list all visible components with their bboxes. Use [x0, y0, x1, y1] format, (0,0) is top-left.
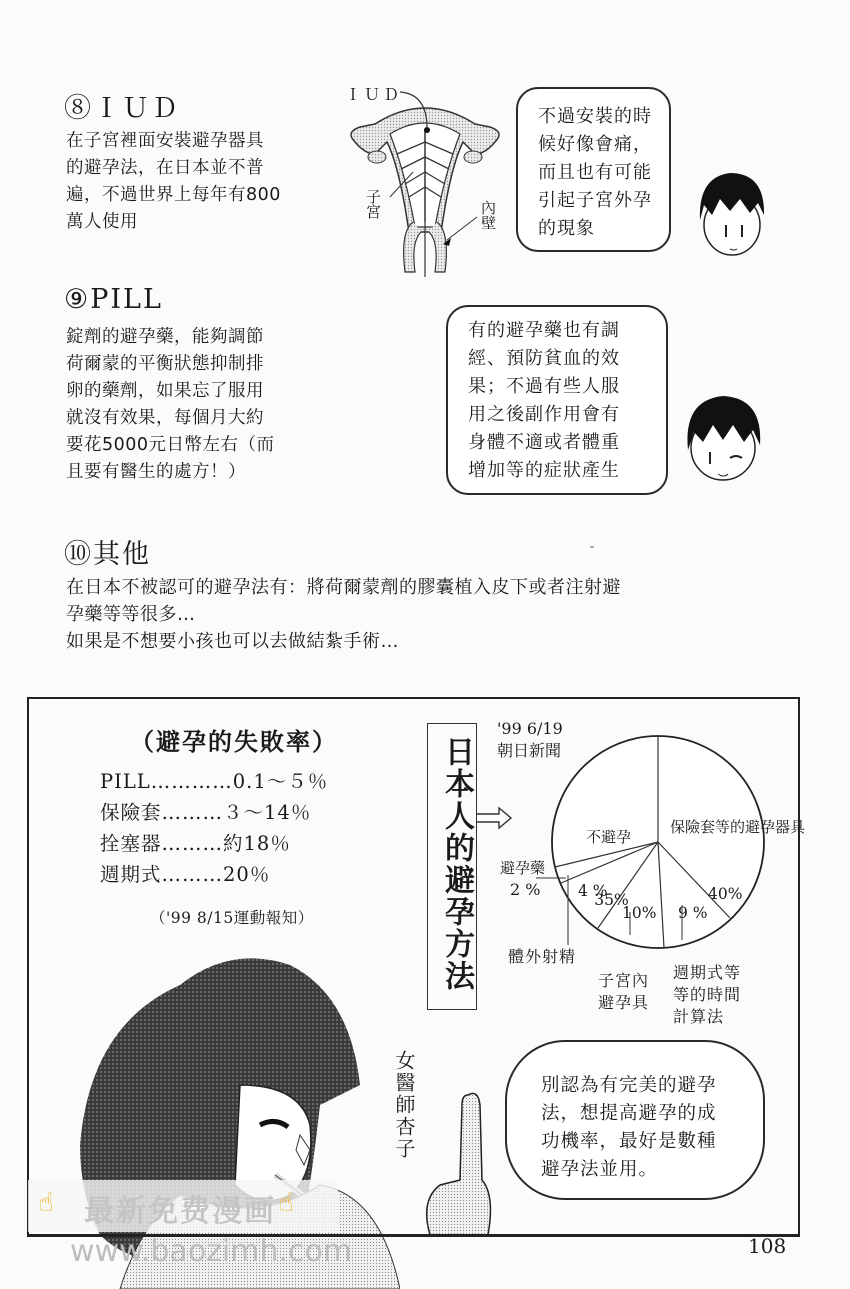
panel-bottom-border	[27, 1234, 800, 1237]
bubble-line: 果；不過有些人服	[468, 376, 620, 397]
section-body-iud	[66, 128, 336, 236]
speck	[590, 546, 594, 548]
pie-label-name: 保險套等的避孕器具	[670, 818, 806, 836]
pie-source-date: '99 6/19	[497, 719, 563, 738]
pie-source-newspaper: 朝日新聞	[497, 741, 562, 760]
rate-value: 20％	[223, 863, 271, 886]
watermark-text: 最新免费漫画	[84, 1194, 276, 1229]
bubble-line: 引起子宮外孕	[538, 190, 652, 211]
failure-rate-row	[100, 797, 328, 828]
leader-dots: ………	[161, 801, 224, 824]
bubble-line: 功機率，最好是數種	[541, 1131, 717, 1152]
speech-bubble-iud	[516, 87, 671, 252]
text-line: 錠劑的避孕藥，能夠調節	[66, 327, 264, 347]
pie-label-name: 不避孕	[586, 828, 632, 846]
vertical-title: 日本人的避孕方法	[439, 736, 474, 992]
speaker-name: 女醫師杏子	[392, 1050, 416, 1160]
pie-label-pill-value: 2 %	[510, 880, 541, 899]
leader-dots: ………	[161, 832, 224, 855]
text-line: 孕藥等等很多…	[66, 604, 196, 625]
bubble-line: 增加等的症狀產生	[468, 460, 620, 481]
pie-label-pill	[500, 856, 545, 880]
bubble-line: 身體不適或者體重	[468, 432, 620, 453]
watermark-url: www.baozimh.com	[70, 1234, 353, 1269]
leader-dots: …………	[150, 770, 233, 793]
text-line: 在子宮裡面安裝避孕器具	[66, 131, 264, 151]
bubble-line: 有的避孕藥也有調	[468, 320, 620, 341]
text-line: 如果是不想要小孩也可以去做結紮手術…	[66, 631, 399, 652]
rate-value: 約18％	[223, 832, 291, 855]
vertical-title-box	[427, 723, 477, 1010]
section-title-iud: ⑧ＩＵＤ	[64, 93, 180, 124]
label-iud: ＩＵＤ	[345, 85, 403, 104]
rate-value: 0.1～５％	[232, 770, 329, 793]
failure-rate-row	[100, 828, 328, 859]
text-line: 在日本不被認可的避孕法有：將荷爾蒙劑的膠囊植入皮下或者注射避	[66, 577, 621, 598]
bubble-line: 而且也有可能	[538, 162, 652, 183]
text-line: 就沒有效果，每個月大約	[66, 408, 264, 428]
rate-value: ３～14％	[223, 801, 312, 824]
iud-diagram	[335, 72, 515, 282]
failure-rate-row	[100, 766, 328, 797]
speech-bubble-doctor	[505, 1040, 765, 1200]
text-line: 要花5000元日幣左右（而	[66, 435, 275, 455]
pointing-hand-icon: ☝	[38, 1188, 54, 1218]
bubble-line: 法，想提高避孕的成	[541, 1103, 717, 1124]
pointing-hand-icon: ☝	[278, 1188, 294, 1218]
text-line: 且要有醫生的處方！）	[66, 462, 246, 482]
pie-label-withdrawal-value: 4 %	[578, 882, 608, 900]
section-title-pill: ⑨PILL	[64, 284, 163, 315]
pie-label-value: 40%	[708, 885, 743, 903]
method-name: 週期式	[100, 863, 162, 886]
failure-rate-list	[100, 766, 328, 890]
text-line: 遍，不過世界上每年有800	[66, 185, 281, 205]
arrow-right-icon	[477, 806, 513, 834]
speech-bubble-pill	[446, 305, 668, 495]
boy-character-winking-image	[678, 390, 768, 490]
label-inner-wall: 內壁	[479, 200, 497, 230]
boy-wink-face-icon	[678, 390, 768, 490]
pie-label-name: 避孕藥	[500, 859, 546, 877]
text-line: 卵的藥劑，如果忘了服用	[66, 381, 264, 401]
pie-label-rhythm-value: 9 %	[678, 904, 708, 922]
section-body-other	[66, 574, 756, 655]
method-name: 拴塞器	[100, 832, 162, 855]
pie-label-iud-value: 10%	[622, 904, 657, 922]
section-body-pill	[66, 324, 336, 486]
bubble-line: 的現象	[538, 218, 595, 239]
bubble-line: 別認為有完美的避孕	[541, 1075, 717, 1096]
pie-label-iud: 子宮內避孕具	[598, 971, 650, 1012]
pie-label-rhythm: 週期式等等的時間計算法	[673, 963, 742, 1026]
section-title-other: ⑩其他	[64, 539, 151, 570]
failure-rate-row	[100, 859, 328, 890]
bubble-line: 經、預防貧血的效	[468, 348, 620, 369]
text-line: 荷爾蒙的平衡狀態抑制排	[66, 354, 264, 374]
label-uterus: 子宮	[364, 189, 382, 219]
bubble-line: 不過安裝的時	[538, 106, 652, 127]
pie-label-withdrawal: 體外射精	[508, 947, 577, 966]
page-number: 108	[748, 1234, 787, 1258]
text-line: 的避孕法，在日本並不普	[66, 158, 264, 178]
method-name: 保險套	[100, 801, 162, 824]
text-line: 萬人使用	[66, 212, 138, 232]
boy-face-icon	[690, 165, 770, 265]
failure-rate-source: （'99 8/15運動報知）	[150, 909, 314, 927]
failure-rate-title: （避孕的失敗率）	[130, 727, 338, 756]
index-finger-icon	[420, 1085, 500, 1235]
pie-label-value: 35%	[594, 891, 629, 909]
bubble-line: 候好像會痛，	[538, 134, 652, 155]
pointing-finger-image	[420, 1085, 500, 1235]
bubble-line: 避孕法並用。	[541, 1159, 659, 1180]
boy-character-image	[690, 165, 770, 265]
leader-dots: ………	[161, 863, 224, 886]
bubble-line: 用之後副作用會有	[468, 404, 620, 425]
method-name: PILL	[100, 770, 151, 793]
